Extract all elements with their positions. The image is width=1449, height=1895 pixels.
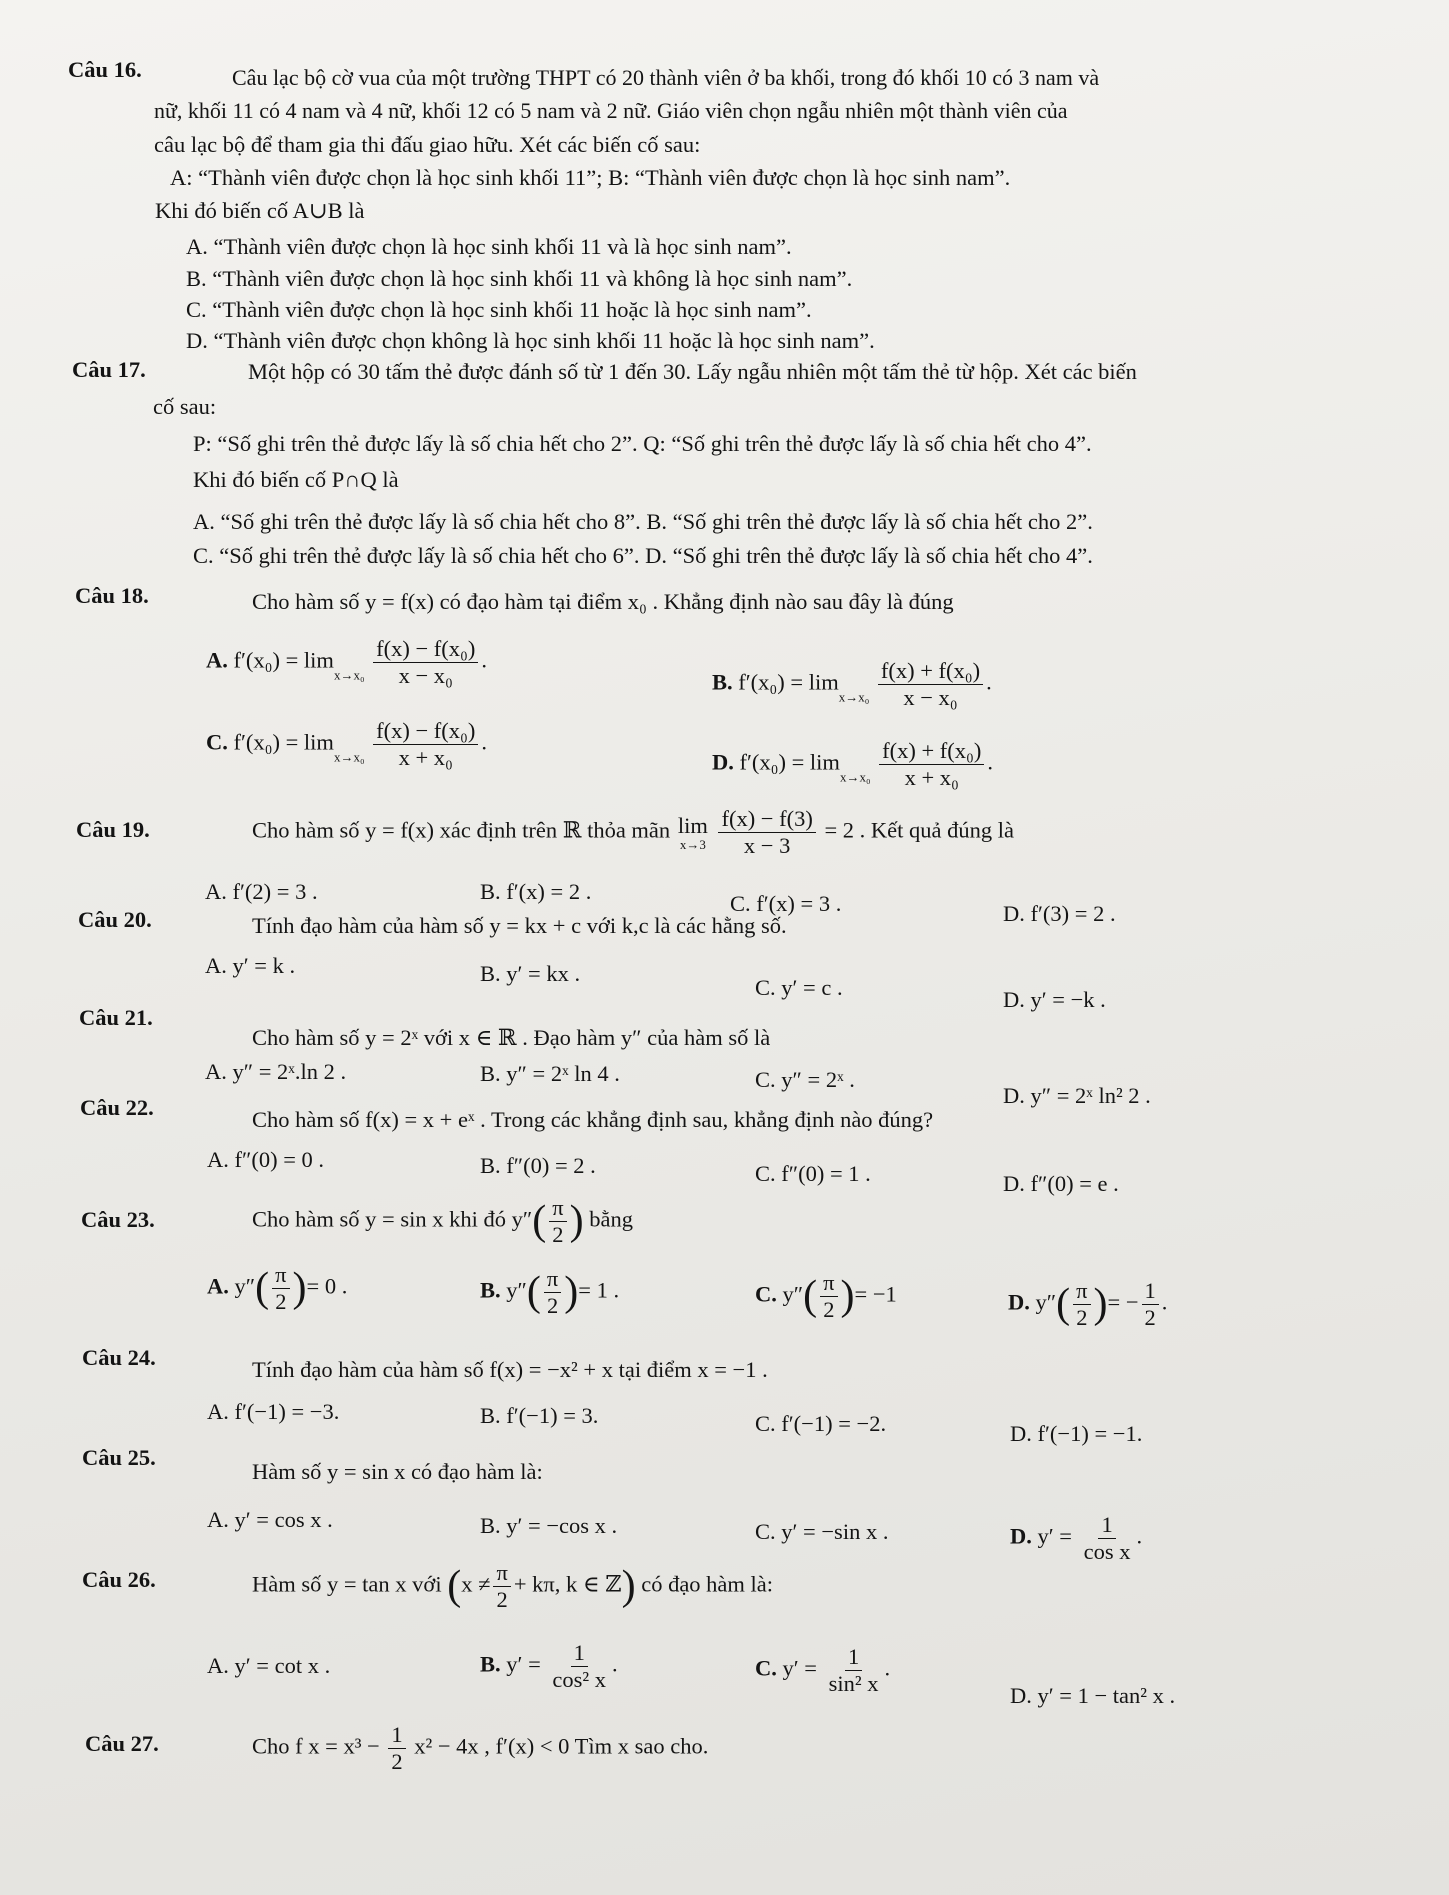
q20-option-c: C. y′ = c .	[755, 975, 843, 1000]
q22-option-d: D. f″(0) = e .	[1003, 1171, 1119, 1196]
q20-option-b: B. y′ = kx .	[480, 961, 581, 986]
q20-label: Câu 20.	[78, 907, 152, 932]
q18-option-b: B. $f'(x_0) = \lim_{x\to x_0}$ $\frac{\text{f(x) + f(x₀)}}{\text{x − x₀}}$ .	[712, 658, 992, 710]
q21-option-b: B. y″ = 2ˣ ln 4 .	[480, 1061, 620, 1086]
q23-stem: Cho hàm số y = sin x khi đó y″( $\frac{\pi}{2}$ ) bằng	[252, 1195, 633, 1247]
q23-option-c: C. y″( $\frac{\pi}{2}$ )= −1	[755, 1270, 897, 1322]
q22-option-b: B. f″(0) = 2 .	[480, 1153, 596, 1178]
q16-option-d: D. “Thành viên được chọn không là học sinh khối 11 hoặc là học sinh nam”.	[186, 328, 875, 353]
q21-option-a: A. y″ = 2ˣ.ln 2 .	[205, 1059, 347, 1084]
q17-line2: cố sau:	[153, 394, 217, 419]
q24-label: Câu 24.	[82, 1345, 156, 1370]
q27-stem: Cho f x = x³ − $\frac{1}{2}$ x² − 4x , f′(x) < 0 Tìm x sao cho.	[252, 1722, 709, 1774]
q26-stem: Hàm số y = tan x với (x ≠ $\frac{\pi}{2}$ + kπ, k ∈ ℤ) có đạo hàm là:	[252, 1560, 774, 1612]
q26-option-a: A. y′ = cot x .	[207, 1653, 331, 1678]
q23-label: Câu 23.	[81, 1207, 155, 1232]
q26-label: Câu 26.	[82, 1567, 156, 1592]
q22-option-c: C. f″(0) = 1 .	[755, 1161, 871, 1186]
q18-option-a: A. $f'(x_0) = \lim_{x\to x_0}$ $\frac{\text{f(x) − f(x₀)}}{\text{x − x₀}}$ .	[206, 636, 487, 688]
q16-label: Câu 16.	[68, 57, 142, 82]
q17-options-ab: A. “Số ghi trên thẻ được lấy là số chia hết cho 8”. B. “Số ghi trên thẻ được lấy là số chia hết cho 2”.	[193, 509, 1093, 534]
q25-stem: Hàm số y = sin x có đạo hàm là:	[252, 1459, 543, 1484]
q17-options-cd: C. “Số ghi trên thẻ được lấy là số chia hết cho 6”. D. “Số ghi trên thẻ được lấy là số chia hết cho 4”.	[193, 543, 1093, 568]
q18-option-d: D. $f'(x_0) = \lim_{x\to x_0}$ $\frac{\text{f(x) + f(x₀)}}{\text{x + x₀}}$ .	[712, 738, 993, 790]
q25-option-b: B. y′ = −cos x .	[480, 1513, 618, 1538]
q26-option-c: C. y′ = $\frac{1}{\text{sin² x}}$ .	[755, 1644, 891, 1696]
q19-option-a: A. f′(2) = 3 .	[205, 879, 318, 904]
q17-line3: P: “Số ghi trên thẻ được lấy là số chia hết cho 2”. Q: “Số ghi trên thẻ được lấy là số chia hết cho 4”.	[193, 431, 1092, 456]
q21-option-c: C. y″ = 2ˣ .	[755, 1067, 855, 1092]
q16-option-b: B. “Thành viên được chọn là học sinh khối 11 và không là học sinh nam”.	[186, 266, 853, 291]
q16-option-a: A. “Thành viên được chọn là học sinh khối 11 và là học sinh nam”.	[186, 234, 792, 259]
q16-line1: Câu lạc bộ cờ vua của một trường THPT có 20 thành viên ở ba khối, trong đó khối 10 có 3 nam và	[232, 65, 1100, 90]
q24-option-c: C. f′(−1) = −2.	[755, 1411, 887, 1436]
q20-stem: Tính đạo hàm của hàm số y = kx + c với k,c là các hằng số.	[252, 913, 787, 938]
q23-option-a: A. y″( $\frac{\pi}{2}$ )= 0 .	[207, 1262, 348, 1314]
q18-stem: Cho hàm số y = f(x) có đạo hàm tại điểm x₀ . Khẳng định nào sau đây là đúng	[252, 589, 954, 614]
q19-option-b: B. f′(x) = 2 .	[480, 879, 592, 904]
q20-option-d: D. y′ = −k .	[1003, 987, 1106, 1012]
q17-line1: Một hộp có 30 tấm thẻ được đánh số từ 1 đến 30. Lấy ngẫu nhiên một tấm thẻ từ hộp. Xét các biến	[248, 359, 1137, 384]
q17-line4: Khi đó biến cố P∩Q là	[193, 467, 399, 492]
q20-option-a: A. y′ = k .	[205, 953, 296, 978]
q18-label: Câu 18.	[75, 583, 149, 608]
q19-label: Câu 19.	[76, 817, 150, 842]
q22-stem: Cho hàm số f(x) = x + eˣ . Trong các khẳng định sau, khẳng định nào đúng?	[252, 1107, 934, 1132]
q17-label: Câu 17.	[72, 357, 146, 382]
q16-line4: A: “Thành viên được chọn là học sinh khối 11”; B: “Thành viên được chọn là học sinh nam”.	[170, 165, 1011, 190]
q21-label: Câu 21.	[79, 1005, 153, 1030]
q16-line5: Khi đó biến cố A∪B là	[155, 198, 365, 223]
q16-option-c: C. “Thành viên được chọn là học sinh khối 11 hoặc là học sinh nam”.	[186, 297, 812, 322]
q25-option-a: A. y′ = cos x .	[207, 1507, 333, 1532]
q23-option-d: D. y″( $\frac{\pi}{2}$ )= − $\frac{1}{2}$ .	[1008, 1278, 1168, 1330]
q25-option-c: C. y′ = −sin x .	[755, 1519, 889, 1544]
q26-option-b: B. y′ = $\frac{1}{\text{cos² x}}$ .	[480, 1640, 618, 1692]
q16-line3: câu lạc bộ để tham gia thi đấu giao hữu. Xét các biến cố sau:	[154, 132, 701, 157]
q19-option-c: C. f′(x) = 3 .	[730, 891, 842, 916]
q25-label: Câu 25.	[82, 1445, 156, 1470]
q24-stem: Tính đạo hàm của hàm số f(x) = −x² + x tại điểm x = −1 .	[252, 1357, 768, 1382]
q21-option-d: D. y″ = 2ˣ ln² 2 .	[1003, 1083, 1151, 1108]
q18-option-c: C. $f'(x_0) = \lim_{x\to x_0}$ $\frac{\text{f(x) − f(x₀)}}{\text{x + x₀}}$ .	[206, 718, 487, 770]
q24-option-b: B. f′(−1) = 3.	[480, 1403, 599, 1428]
q24-option-a: A. f′(−1) = −3.	[207, 1399, 340, 1424]
q23-option-b: B. y″( $\frac{\pi}{2}$ )= 1 .	[480, 1266, 620, 1318]
q25-option-d: D. y′ = $\frac{1}{\text{cos x}}$ .	[1010, 1512, 1143, 1564]
q19-stem: Cho hàm số y = f(x) xác định trên ℝ thỏa mãn lim x→3 $\frac{f(x) - f(3)}{x - 3}$ = 2 . Kết quả đúng là	[252, 806, 1015, 858]
q21-stem: Cho hàm số y = 2ˣ với x ∈ ℝ . Đạo hàm y″ của hàm số là	[252, 1025, 771, 1050]
q27-label: Câu 27.	[85, 1731, 159, 1756]
q22-option-a: A. f″(0) = 0 .	[207, 1147, 325, 1172]
q19-option-d: D. f′(3) = 2 .	[1003, 901, 1116, 926]
q26-option-d: D. y′ = 1 − tan² x .	[1010, 1683, 1176, 1708]
q22-label: Câu 22.	[80, 1095, 154, 1120]
q16-line2: nữ, khối 11 có 4 nam và 4 nữ, khối 12 có 5 nam và 2 nữ. Giáo viên chọn ngẫu nhiên một thành viên của	[154, 98, 1068, 123]
q24-option-d: D. f′(−1) = −1.	[1010, 1421, 1143, 1446]
